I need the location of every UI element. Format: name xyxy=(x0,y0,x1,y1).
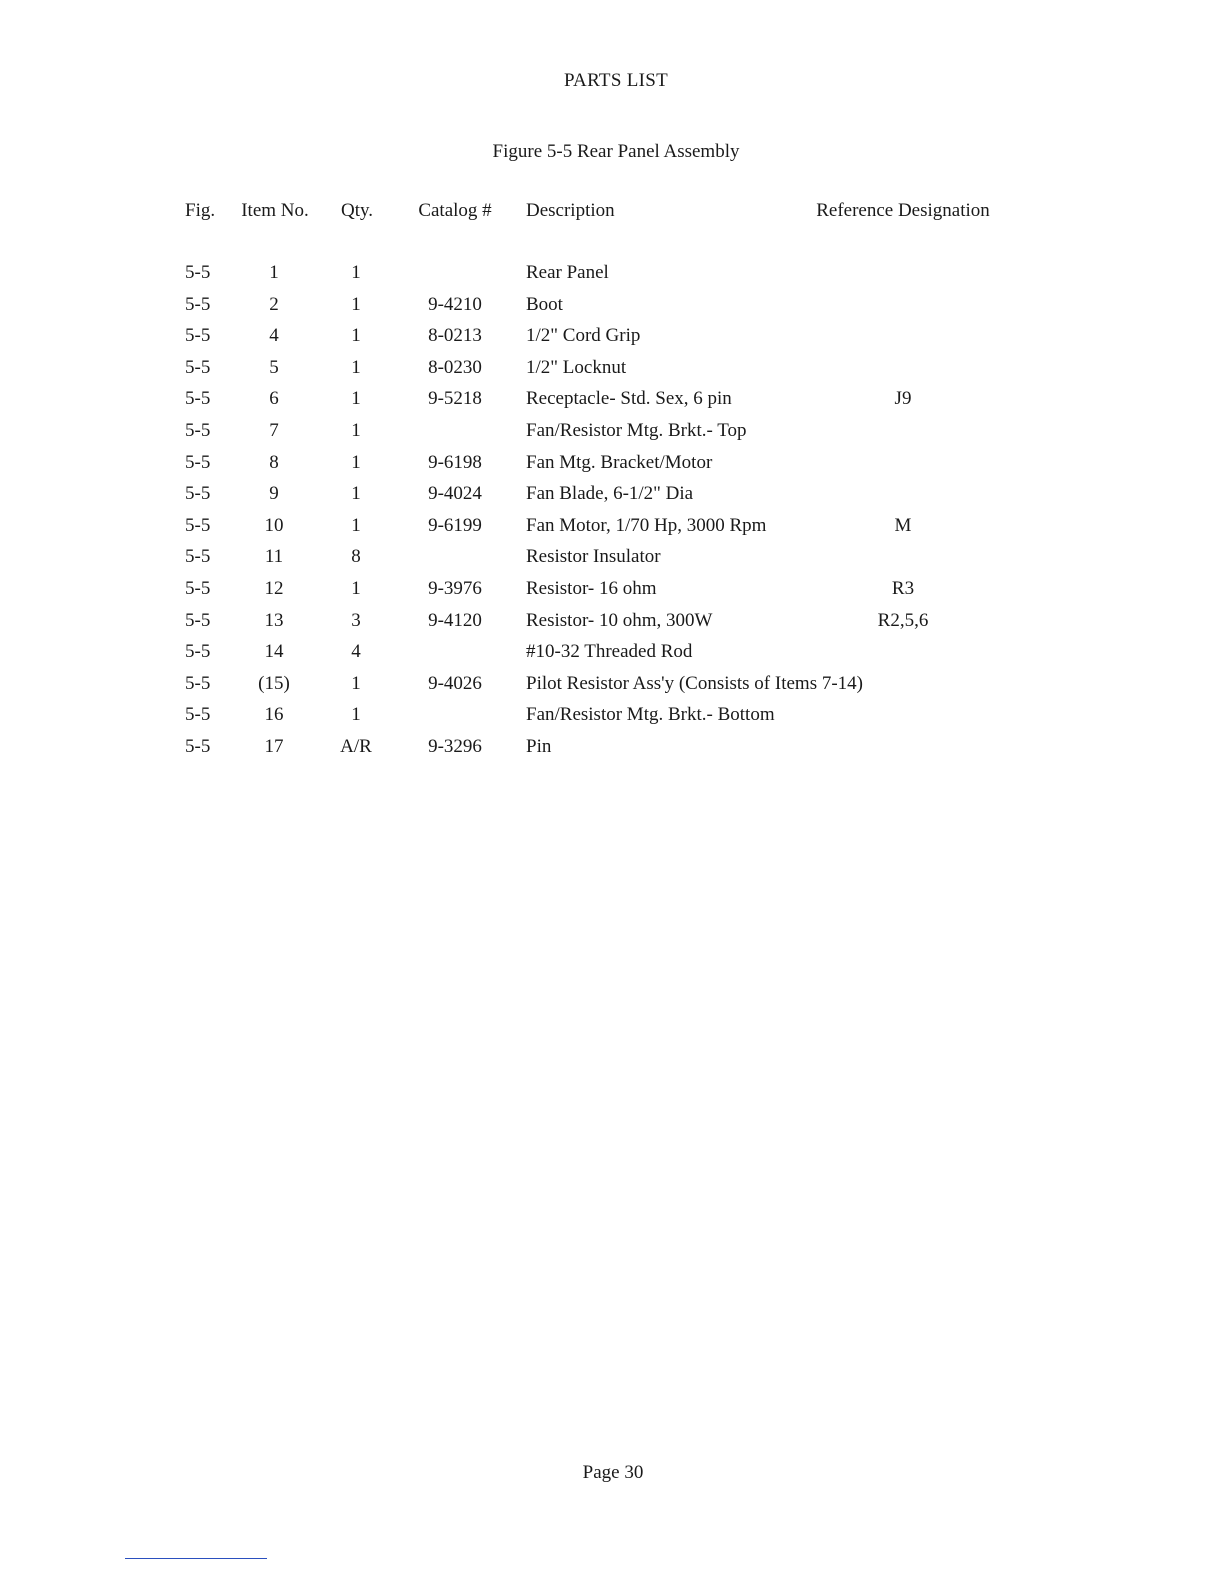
cell-description: Fan/Resistor Mtg. Brkt.- Bottom xyxy=(526,704,775,726)
cell-description: Resistor- 16 ohm xyxy=(526,577,657,599)
cell-qty: 3 xyxy=(351,609,361,631)
cell-catalog: 8-0230 xyxy=(428,356,482,378)
cell-qty: 1 xyxy=(351,577,361,599)
cell-description: Rear Panel xyxy=(526,262,609,283)
header-qty: Qty. xyxy=(340,200,374,221)
cell-item-no: 17 xyxy=(264,735,284,757)
cell-description: #10-32 Threaded Rod xyxy=(526,641,693,663)
header-item-no: Item No. xyxy=(241,200,309,221)
figure-caption: Figure 5-5 Rear Panel Assembly xyxy=(492,141,740,162)
cell-fig: 5-5 xyxy=(185,388,211,410)
table-row xyxy=(0,578,1224,610)
cell-description: 1/2" Locknut xyxy=(526,356,627,378)
cell-fig: 5-5 xyxy=(185,483,211,505)
cell-fig: 5-5 xyxy=(185,356,211,378)
cell-qty: 1 xyxy=(351,356,361,378)
cell-fig: 5-5 xyxy=(185,735,211,757)
table-row xyxy=(0,483,1224,515)
footer-rule xyxy=(125,1558,267,1559)
cell-item-no: 11 xyxy=(264,546,284,568)
cell-fig: 5-5 xyxy=(185,672,211,694)
cell-qty: 1 xyxy=(351,325,361,347)
cell-qty: 1 xyxy=(351,388,361,410)
cell-fig: 5-5 xyxy=(185,641,211,663)
cell-reference-designation: M xyxy=(894,514,912,536)
cell-item-no: 10 xyxy=(264,514,284,536)
cell-item-no: 13 xyxy=(264,609,284,631)
cell-description: Boot xyxy=(526,293,563,315)
cell-qty: 1 xyxy=(351,419,361,441)
cell-reference-designation: J9 xyxy=(894,388,912,410)
cell-fig: 5-5 xyxy=(185,704,211,726)
cell-item-no: 5 xyxy=(269,356,279,378)
table-row xyxy=(0,294,1224,326)
cell-fig: 5-5 xyxy=(185,514,211,536)
header-description: Description xyxy=(526,200,615,221)
cell-catalog: 9-6199 xyxy=(428,514,482,536)
cell-item-no: 16 xyxy=(264,704,284,726)
cell-item-no: 12 xyxy=(264,577,284,599)
cell-description: Fan Motor, 1/70 Hp, 3000 Rpm xyxy=(526,514,767,536)
header-catalog: Catalog # xyxy=(418,200,492,221)
cell-description: Pin xyxy=(526,735,552,757)
cell-reference-designation: R2,5,6 xyxy=(877,609,929,631)
table-row xyxy=(0,736,1224,768)
table-row xyxy=(0,515,1224,547)
cell-catalog: 9-4120 xyxy=(428,609,482,631)
cell-fig: 5-5 xyxy=(185,325,211,347)
cell-description: Resistor Insulator xyxy=(526,546,661,568)
cell-qty: 4 xyxy=(351,641,361,663)
cell-fig: 5-5 xyxy=(185,293,211,315)
cell-fig: 5-5 xyxy=(185,262,211,283)
cell-fig: 5-5 xyxy=(185,577,211,599)
cell-catalog: 9-5218 xyxy=(428,388,482,410)
cell-catalog: 9-4026 xyxy=(428,672,482,694)
table-row xyxy=(0,420,1224,452)
table-row xyxy=(0,325,1224,357)
cell-item-no: 6 xyxy=(269,388,279,410)
cell-item-no: 8 xyxy=(269,451,279,473)
cell-item-no: 2 xyxy=(269,293,279,315)
cell-qty: 1 xyxy=(351,262,361,283)
table-row xyxy=(0,452,1224,484)
table-row xyxy=(0,704,1224,736)
cell-qty: 1 xyxy=(351,672,361,694)
cell-qty: 8 xyxy=(351,546,361,568)
cell-item-no: 1 xyxy=(269,262,279,283)
table-body xyxy=(0,262,1224,768)
cell-qty: 1 xyxy=(351,483,361,505)
cell-catalog: 9-3296 xyxy=(428,735,482,757)
table-row xyxy=(0,641,1224,673)
cell-fig: 5-5 xyxy=(185,419,211,441)
cell-item-no: 14 xyxy=(264,641,284,663)
cell-qty: 1 xyxy=(351,704,361,726)
cell-description: 1/2" Cord Grip xyxy=(526,325,641,347)
table-row xyxy=(0,388,1224,420)
cell-qty: A/R xyxy=(340,735,372,757)
table-row xyxy=(0,357,1224,389)
cell-catalog: 8-0213 xyxy=(428,325,482,347)
cell-description: Fan Blade, 6-1/2" Dia xyxy=(526,483,694,505)
page-number: Page 30 xyxy=(582,1462,644,1483)
cell-qty: 1 xyxy=(351,514,361,536)
page-title: PARTS LIST xyxy=(563,70,669,91)
cell-item-no: (15) xyxy=(258,672,290,694)
cell-description: Fan/Resistor Mtg. Brkt.- Top xyxy=(526,419,747,441)
cell-reference-designation: R3 xyxy=(891,577,915,599)
cell-description: Resistor- 10 ohm, 300W xyxy=(526,609,713,631)
table-row xyxy=(0,546,1224,578)
cell-item-no: 4 xyxy=(269,325,279,347)
cell-catalog: 9-4024 xyxy=(428,483,482,505)
cell-fig: 5-5 xyxy=(185,609,211,631)
table-row xyxy=(0,610,1224,642)
cell-description: Pilot Resistor Ass'y (Consists of Items 7-14) xyxy=(526,672,863,694)
cell-fig: 5-5 xyxy=(185,546,211,568)
cell-item-no: 9 xyxy=(269,483,279,505)
cell-item-no: 7 xyxy=(269,419,279,441)
cell-description: Receptacle- Std. Sex, 6 pin xyxy=(526,388,732,410)
table-row xyxy=(0,262,1224,294)
header-reference-designation: Reference Designation xyxy=(816,200,990,221)
header-fig: Fig. xyxy=(185,200,216,221)
parts-table xyxy=(0,200,1224,768)
cell-description: Fan Mtg. Bracket/Motor xyxy=(526,451,713,473)
table-row xyxy=(0,673,1224,705)
cell-catalog: 9-6198 xyxy=(428,451,482,473)
cell-qty: 1 xyxy=(351,293,361,315)
table-header xyxy=(0,200,1224,262)
cell-fig: 5-5 xyxy=(185,451,211,473)
cell-catalog: 9-3976 xyxy=(428,577,482,599)
cell-catalog: 9-4210 xyxy=(428,293,482,315)
cell-qty: 1 xyxy=(351,451,361,473)
